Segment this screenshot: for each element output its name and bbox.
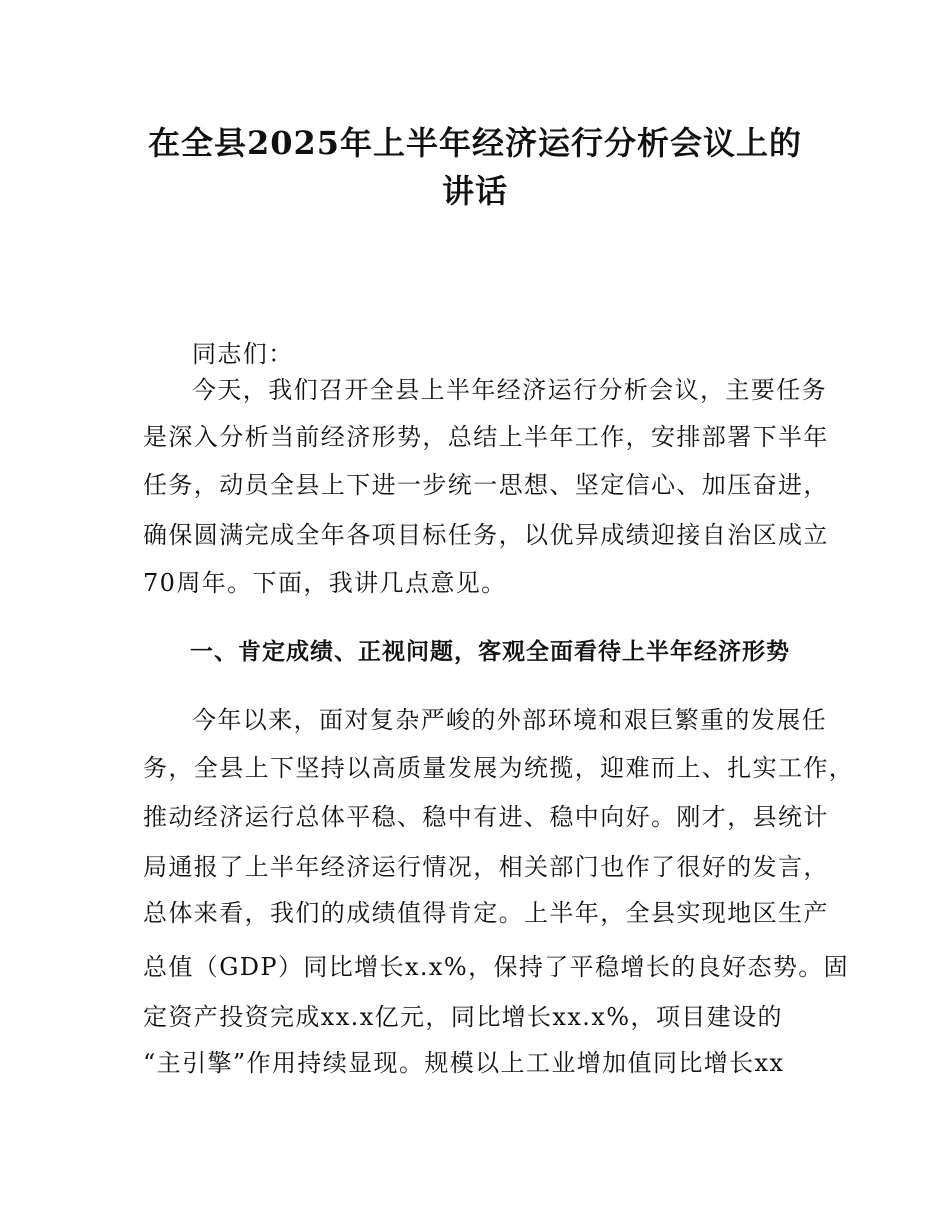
- paragraph-line: 是深入分析当前经济形势，总结上半年工作，安排部署下半年: [143, 423, 829, 451]
- paragraph-line: 总值（GDP）同比增长x.x%，保持了平稳增长的良好态势。固: [143, 953, 850, 981]
- paragraph-line: 定资产投资完成xx.x亿元，同比增长xx.x%，项目建设的: [143, 1003, 783, 1031]
- document-title-line-2: 讲话: [441, 172, 508, 210]
- paragraph-line: “主引擎”作用持续显现。规模以上工业增加值同比增长xx: [143, 1049, 785, 1077]
- paragraph-line: 推动经济运行总体平稳、稳中有进、稳中向好。刚才，县统计: [143, 803, 829, 831]
- paragraph-line: 70周年。下面，我讲几点意见。: [143, 569, 507, 597]
- paragraph-line: 任务，动员全县上下进一步统一思想、坚定信心、加压奋进，: [143, 471, 829, 499]
- salutation: 同志们：: [192, 340, 294, 368]
- document-title-line-1: 在全县2025年上半年经济运行分析会议上的: [147, 124, 803, 162]
- section-heading: 一、肯定成绩、正视问题，客观全面看待上半年经济形势: [190, 638, 790, 665]
- paragraph-line: 局通报了上半年经济运行情况，相关部门也作了很好的发言，: [143, 853, 829, 881]
- paragraph-line: 务，全县上下坚持以高质量发展为统揽，迎难而上、扎实工作，: [143, 754, 855, 782]
- paragraph-line: 总体来看，我们的成绩值得肯定。上半年，全县实现地区生产: [143, 899, 829, 927]
- paragraph-line: 今年以来，面对复杂严峻的外部环境和艰巨繁重的发展任: [192, 706, 827, 734]
- paragraph-line: 确保圆满完成全年各项目标任务，以优异成绩迎接自治区成立: [143, 521, 829, 549]
- paragraph-line: 今天，我们召开全县上半年经济运行分析会议，主要任务: [192, 376, 827, 404]
